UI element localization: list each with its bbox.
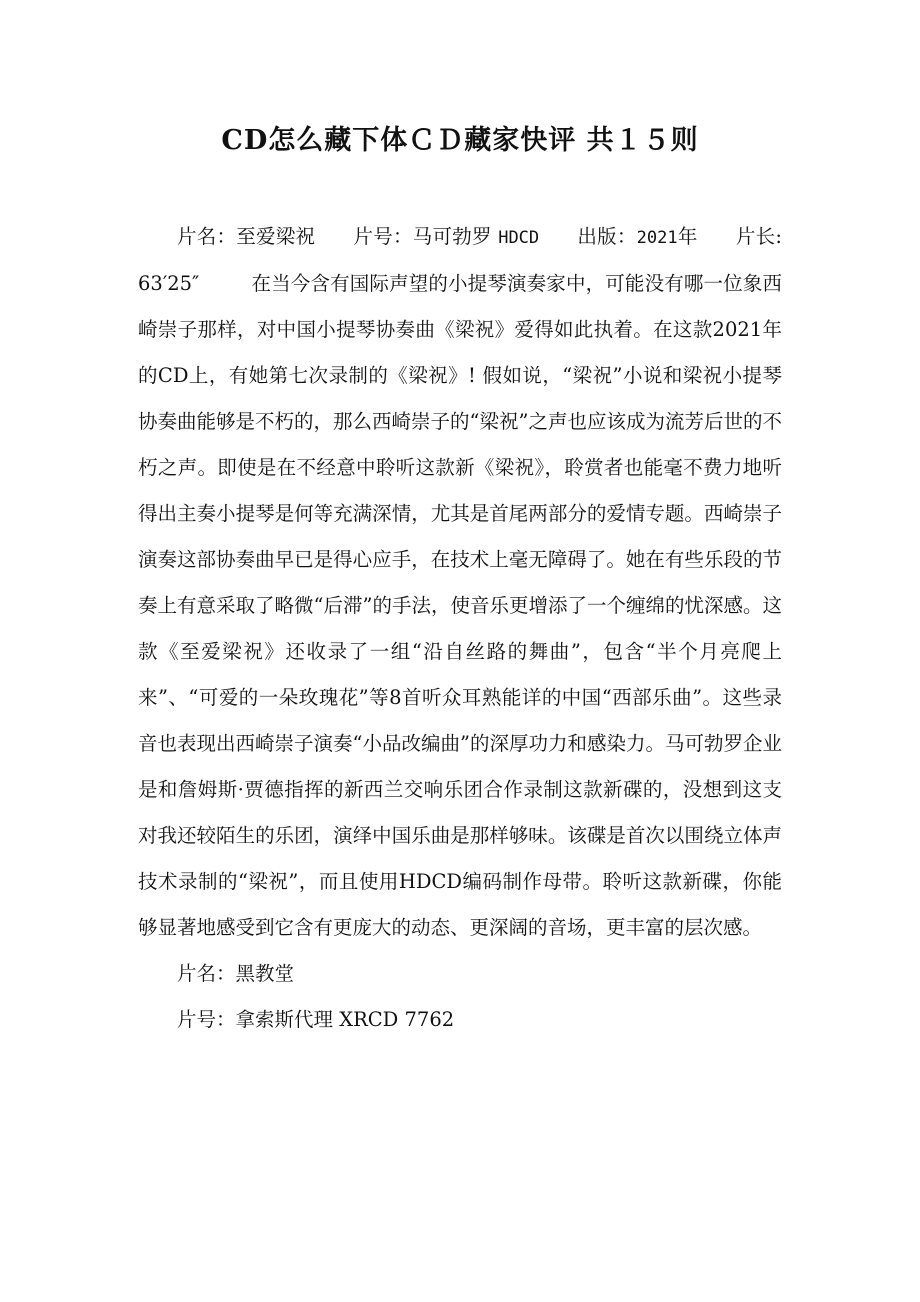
article-body	[138, 214, 782, 1043]
number-label: 片号：	[353, 225, 413, 248]
album-number: 马可勃罗	[412, 225, 492, 248]
name-label: 片名：	[177, 225, 237, 248]
album-length: 63′25″	[138, 272, 200, 295]
entry2-name: 片名：黑教堂	[177, 962, 295, 985]
length-label: 片长:	[735, 225, 782, 248]
page-title: CD怎么藏下体ＣＤ藏家快评 共１５则	[221, 125, 699, 156]
entry2-number: 片号：拿索斯代理 XRCD 7762	[177, 1008, 455, 1031]
year-suffix: 年	[677, 225, 698, 248]
review-paragraph-1	[138, 214, 782, 951]
album-format: HDCD	[498, 228, 540, 248]
album-name: 至爱梁祝	[236, 225, 316, 248]
review-text: 在当今含有国际声望的小提琴演奏家中，可能没有哪一位象西崎崇子那样，对中国小提琴协奏曲《梁祝》爱得如此执着。在这款2021年的CD上，有她第七次录制的《梁祝》! 假如说，“梁祝”小说和梁祝小提琴协奏曲能够是不朽的，那么西崎崇子的“梁祝”之声也应该成为流芳后世的不朽之声。即使是在不经意中聆听这款新《梁祝》，聆赏者也能毫不费力地听得出主奏小提琴是何等充满深情，尤其是首尾两部分的爱情专题。西崎崇子演奏这部协奏曲早已是得心应手，在技术上毫无障碍了。她在有些乐段的节奏上有意采取了略微“后滞”的手法，使音乐更增添了一个缠绵的忧深感。这款《至爱梁祝》还收录了一组“沿自丝路的舞曲”，包含“半个月亮爬上来”、“可爱的一朵玫瑰花”等8首听众耳熟能详的中国“西部乐曲”。这些录音也表现出西崎崇子演奏“小品改编曲”的深厚功力和感染力。马可勃罗企业是和詹姆斯·贾德指挥的新西兰交响乐团合作录制这款新碟的，没想到这支对我还较陌生的乐团，演绎中国乐曲是那样够味。该碟是首次以围绕立体声技术录制的“梁祝”，而且使用HDCD编码制作母带。聆听这款新碟，你能够显著地感受到它含有更庞大的动态、更深阔的音场，更丰富的层次感。	[138, 272, 782, 939]
publish-year: 2021	[636, 228, 678, 248]
publish-label: 出版：	[577, 225, 637, 248]
